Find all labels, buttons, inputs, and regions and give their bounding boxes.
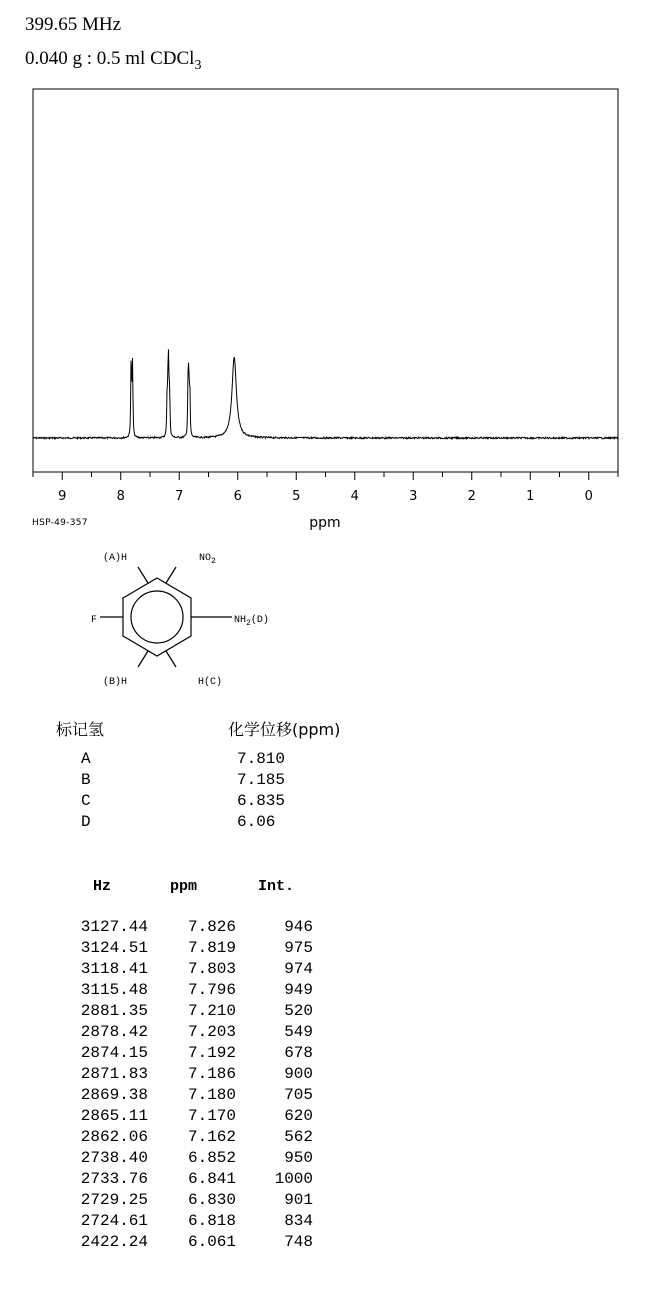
nh2-sub: 2 xyxy=(246,619,251,628)
benzene-ring xyxy=(123,578,191,656)
peak-ppm: 7.186 xyxy=(187,1065,236,1083)
peak-hz: 2738.40 xyxy=(80,1149,148,1167)
peak-int: 748 xyxy=(284,1233,313,1251)
peak-int: 678 xyxy=(284,1044,313,1062)
x-tick-label-9: 9 xyxy=(58,489,67,504)
assign-label-A: A xyxy=(81,750,91,768)
x-axis-tick-labels xyxy=(58,489,593,504)
peak-hz: 2871.83 xyxy=(80,1065,148,1083)
peak-ppm: 7.819 xyxy=(187,939,236,957)
peak-ppm: 7.796 xyxy=(187,981,236,999)
peak-ppm: 7.180 xyxy=(187,1086,236,1104)
peak-header-hz: Hz xyxy=(93,878,112,895)
bond-no2 xyxy=(166,567,176,583)
label-nh2 xyxy=(234,614,269,628)
peak-hz: 2869.38 xyxy=(80,1086,148,1104)
assign-label-B: B xyxy=(81,771,91,789)
peak-hz: 2724.61 xyxy=(80,1212,148,1230)
peak-hz: 2729.25 xyxy=(80,1191,148,1209)
peak-hz: 2733.76 xyxy=(80,1170,148,1188)
sample-text: 0.040 g : 0.5 ml CDCl xyxy=(25,48,195,69)
nh2-suffix: (D) xyxy=(250,615,269,626)
x-tick-label-3: 3 xyxy=(409,489,418,504)
peak-int: 834 xyxy=(284,1212,313,1230)
peak-int: 705 xyxy=(284,1086,313,1104)
peak-int: 975 xyxy=(284,939,313,957)
peak-hz: 3118.41 xyxy=(80,960,148,978)
peak-int: 549 xyxy=(284,1023,313,1041)
peak-ppm: 6.841 xyxy=(187,1170,236,1188)
molecule-structure xyxy=(0,540,330,700)
peak-ppm: 7.826 xyxy=(187,918,236,936)
peak-int: 901 xyxy=(284,1191,313,1209)
assign-header-label: 标记氢 xyxy=(56,720,105,739)
assign-shift-B: 7.185 xyxy=(237,771,286,789)
peak-ppm: 7.210 xyxy=(187,1002,236,1020)
peak-header-ppm: ppm xyxy=(170,878,198,895)
peak-ppm: 7.203 xyxy=(187,1023,236,1041)
assign-label-C: C xyxy=(81,792,91,810)
x-tick-label-6: 6 xyxy=(233,489,242,504)
x-tick-label-4: 4 xyxy=(350,489,359,504)
peak-int: 900 xyxy=(284,1065,313,1083)
x-axis-ticks xyxy=(33,472,618,480)
peak-ppm: 6.818 xyxy=(187,1212,236,1230)
peak-ppm: 7.803 xyxy=(187,960,236,978)
bond-ha xyxy=(138,567,148,583)
label-hb: (B)H xyxy=(103,677,128,688)
no2-text: NO xyxy=(199,553,212,564)
peak-hz: 2878.42 xyxy=(80,1023,148,1041)
peak-ppm: 6.830 xyxy=(187,1191,236,1209)
peak-hz: 2422.24 xyxy=(80,1233,148,1251)
peak-hz: 3124.51 xyxy=(80,939,148,957)
sample-subscript: 3 xyxy=(194,57,202,73)
spectrometer-frequency: 399.65 MHz xyxy=(25,14,122,35)
x-tick-label-5: 5 xyxy=(292,489,301,504)
bond-hc xyxy=(166,651,176,667)
x-axis-label: ppm xyxy=(309,515,341,531)
label-f: F xyxy=(91,615,98,626)
label-no2 xyxy=(199,553,216,566)
spectrum-trace xyxy=(33,349,618,438)
x-tick-label-0: 0 xyxy=(584,489,593,504)
peak-ppm: 7.170 xyxy=(187,1107,236,1125)
x-tick-label-2: 2 xyxy=(467,489,476,504)
peak-ppm: 6.852 xyxy=(187,1149,236,1167)
peak-hz: 2865.11 xyxy=(80,1107,148,1125)
nmr-spectrum-chart xyxy=(0,0,652,540)
peak-hz: 2862.06 xyxy=(80,1128,148,1146)
assign-shift-A: 7.810 xyxy=(237,750,286,768)
x-tick-label-7: 7 xyxy=(175,489,184,504)
peak-int: 620 xyxy=(284,1107,313,1125)
x-tick-label-1: 1 xyxy=(526,489,535,504)
peak-int: 1000 xyxy=(274,1170,313,1188)
no2-sub: 2 xyxy=(211,557,216,566)
peak-int: 520 xyxy=(284,1002,313,1020)
peak-hz: 2881.35 xyxy=(80,1002,148,1020)
spectrum-code: HSP-49-357 xyxy=(32,518,88,528)
peak-int: 946 xyxy=(284,918,313,936)
aromatic-circle xyxy=(131,591,183,643)
peak-hz: 3127.44 xyxy=(80,918,148,936)
peak-int: 949 xyxy=(284,981,313,999)
assign-label-D: D xyxy=(81,813,91,831)
peak-header-int: Int. xyxy=(258,878,295,895)
assign-header-shift: 化学位移(ppm) xyxy=(228,720,341,739)
nh2-text: NH xyxy=(234,615,247,626)
peak-ppm: 7.192 xyxy=(187,1044,236,1062)
peak-hz: 3115.48 xyxy=(80,981,148,999)
x-tick-label-8: 8 xyxy=(116,489,125,504)
assign-shift-C: 6.835 xyxy=(237,792,286,810)
peak-int: 974 xyxy=(284,960,313,978)
bond-hb xyxy=(138,651,148,667)
plot-frame xyxy=(33,89,618,472)
peak-ppm: 6.061 xyxy=(187,1233,236,1251)
peak-hz: 2874.15 xyxy=(80,1044,148,1062)
assign-shift-D: 6.06 xyxy=(237,813,276,831)
peak-int: 950 xyxy=(284,1149,313,1167)
peak-ppm: 7.162 xyxy=(187,1128,236,1146)
label-ha: (A)H xyxy=(103,553,128,564)
label-hc: H(C) xyxy=(198,677,223,688)
peak-int: 562 xyxy=(284,1128,313,1146)
